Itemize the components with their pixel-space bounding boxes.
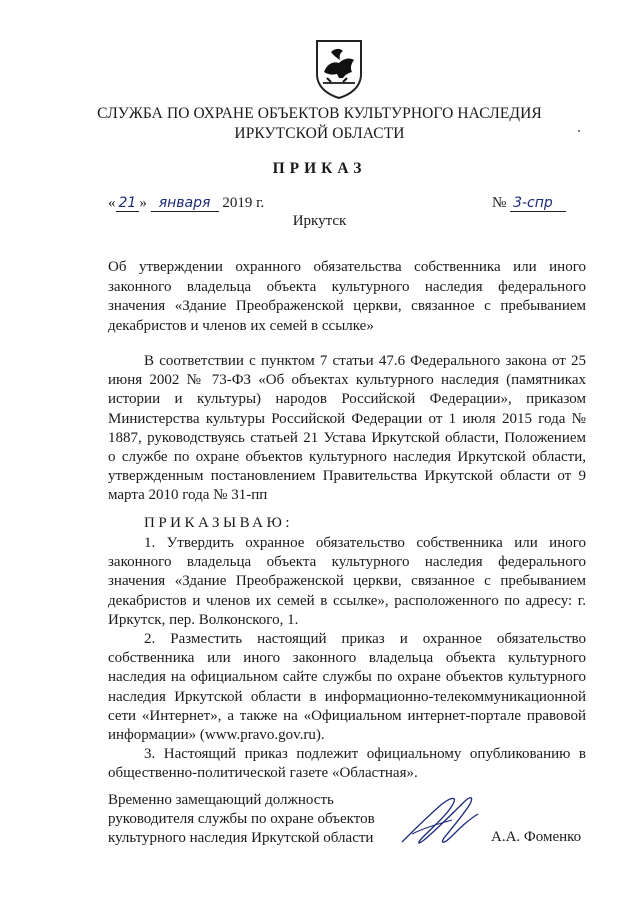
number-prefix: № <box>492 195 507 211</box>
date-close-quote: » <box>139 195 147 211</box>
signatory-position-line2: руководителя службы по охране объектов <box>108 811 375 828</box>
document-subject: Об утверждении охранного обязательства собственника или иного законного владельца объекта культурного наследия федерального значения «Здание Преображенской церкви, связанное с пребыванием декабристов и членов их семей в ссылке» <box>108 259 586 334</box>
coat-of-arms-icon <box>313 38 365 100</box>
document-number <box>492 195 566 212</box>
signatory-position <box>108 791 375 849</box>
date-open-quote: « <box>108 195 116 211</box>
number-value: 3-спр <box>510 195 566 212</box>
date-day: 21 <box>116 195 140 212</box>
date-month: января <box>151 195 219 212</box>
document-city: Иркутск <box>292 213 347 229</box>
handwritten-signature-icon <box>394 790 494 850</box>
document-date <box>108 195 264 212</box>
order-heading: ПРИКАЗЫВАЮ: <box>144 515 294 531</box>
signatory-position-line1: Временно замещающий должность <box>108 792 334 808</box>
signatory-name: А.А. Фоменко <box>491 829 582 845</box>
organization-name-line2: ИРКУТСКОЙ ОБЛАСТИ <box>234 125 405 142</box>
date-year: 2019 г. <box>222 195 265 211</box>
organization-name-line1: СЛУЖБА ПО ОХРАНЕ ОБЪЕКТОВ КУЛЬТУРНОГО НАСЛЕДИЯ <box>97 105 542 122</box>
order-item: 3. Настоящий приказ подлежит официальному опубликованию в общественно-политической газете «Областная». <box>108 746 586 782</box>
document-preamble: В соответствии с пунктом 7 статьи 47.6 Федерального закона от 25 июня 2002 № 73-ФЗ «Об объектах культурного наследия (памятниках истории и культуры) народов Российской Федерации», приказом Министерства культуры Российской Федерации от 1 июля 2015 года № 1887, руководствуясь статьей 21 Устава Иркутской области, Положением о службе по охране объектов культурного наследия Иркутской области, утвержденным постановлением Правительства Иркутской области от 9 марта 2010 года № 31-пп <box>108 353 586 504</box>
order-item: 2. Разместить настоящий приказ и охранное обязательство собственника или иного законного владельца объекта культурного наследия на официальном сайте службы по охране объектов культурного наследия Иркутской области в информационно-телекоммуникационной сети «Интернет», а также на «Официальном интернет-портале правовой информации» (www.pravo.gov.ru). <box>108 631 586 744</box>
order-item: 1. Утвердить охранное обязательство собственника или иного законного владельца объекта культурного наследия федерального значения «Здание Преображенской церкви, связанное с пребыванием декабристов и членов их семей в ссылке», расположенного по адресу: г. Иркутск, пер. Волконского, 1. <box>108 535 586 628</box>
signatory-position-line3: культурного наследия Иркутской области <box>108 830 374 847</box>
scan-speck <box>578 130 580 132</box>
order-items <box>108 534 586 784</box>
document-type: ПРИКАЗ <box>272 160 367 177</box>
organization-name <box>0 104 639 144</box>
